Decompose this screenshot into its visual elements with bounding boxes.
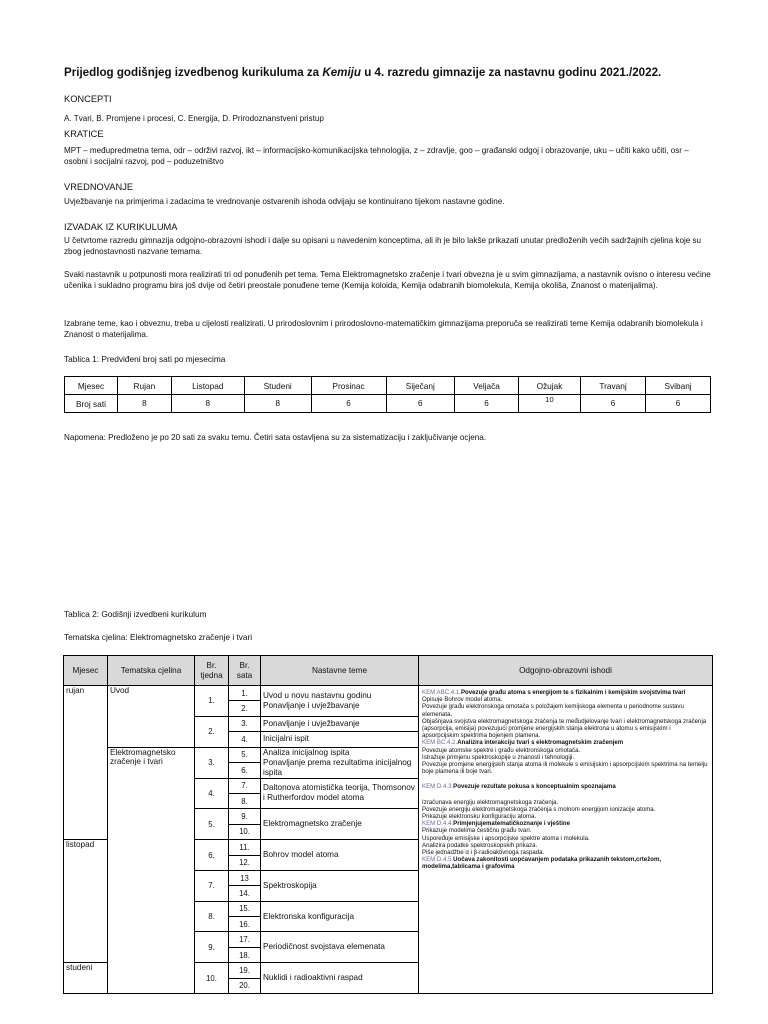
month-cell: listopad [64,840,108,963]
hour-cell: 9. [229,809,261,824]
outcome-line: Opisuje Bohrov model atoma. [422,696,503,704]
week-cell: 7. [195,870,229,901]
hour-cell: 7. [229,778,261,793]
title-text-end: u 4. razredu gimnazije za nastavnu godinu 2021./2022. [360,66,662,79]
table-header-cell: Svibanj [646,377,711,395]
topic-text: Uvod u novu nastavnu godinu [263,690,372,700]
topic-cell: Bohrov model atoma [261,840,419,871]
header-outcomes: Odgojno-obrazovni ishodi [419,656,713,686]
topic-cell: Elektromagnetsko zračenje [261,809,419,840]
hour-cell: 18. [229,947,261,962]
spacer [422,775,709,783]
outcome-heading [422,820,709,827]
week-cell: 10. [195,963,229,994]
outcome-code: KEM ABC.4.1. [422,689,461,696]
note-text: Napomena: Predloženo je po 20 sati za svaku temu. Četiri sata ostavljena su za sistematizaciju i zaključivanje ocjena. [64,433,486,442]
table1-caption: Tablica 1: Predviđeni broj sati po mjesecima [64,354,226,364]
outcome-line: Povezuje građu elektronskoga omotača s položajem kemijskoga elementa u periodnome sustavu elemenata. [422,703,684,718]
curriculum-table [63,655,713,994]
spacer [422,791,709,799]
document-title [64,66,724,79]
outcome-title: Analizira interakciju tvari s elektromagnetskim zračenjem [457,739,624,747]
table-header-cell: Listopad [171,377,244,395]
outcome-heading [422,783,709,790]
hour-cell: 12. [229,855,261,870]
table-header-cell: Studeni [244,377,311,395]
title-text-start: Prijedlog godišnjeg izvedbenog kurikuluma za [64,66,323,79]
outcome-title: Povezuje građu atoma s energijom te s fizikalnim i kemijskim svojstvima tvari [460,689,686,696]
week-cell: 8. [195,901,229,932]
table-header-cell: Ožujak [518,377,580,395]
table-header-cell: Mjesec [65,377,118,395]
table-header-cell: Rujan [118,377,172,395]
outcome-line: Analizira podatke spektroskopskih prikaza. [422,841,538,849]
hour-cell: 1. [229,686,261,701]
outcome-line: Objašnjava svojstva elektromagnetskoga zračenja te međudjelovanje tvari i elektromagnetskoga zračenja (apsorpcija, emisija) povezujući promjene energijskih stanja elektrona u atomu s emisijskim i apsorpcijskim spektrima bojenjem plamena. [422,717,707,740]
hour-cell: 2. [229,701,261,716]
month-cell: studeni [64,963,108,994]
table-header-cell: Veljača [455,377,519,395]
table2-subcaption: Tematska cjelina: Elektromagnetsko zračenje i tvari [64,632,253,642]
table-row-label: Broj sati [65,395,118,413]
outcome-line: Prikazuje elektronsku konfiguraciju atoma. [422,813,537,821]
outcome-line: Povezuje energiju elektromagnetskoga zračenja s molnom energijom ionizacije atoma. [422,805,656,813]
hour-cell: 10. [229,824,261,839]
header-month: Mjesec [64,656,108,686]
table-cell: 8 [118,395,172,413]
topic-text: Ponavljanje prema rezultatima inicijalnog ispita [263,757,412,777]
outcome-title: Primjenjujematematičkoznanje i vještine [453,820,570,828]
topic-cell: Elektronska konfiguracija [261,901,419,932]
outcome-line: Uspoređuje emisijske i apsorpcijske spektre atoma i molekula. [422,834,590,842]
topic-cell: Inicijalni ispit [261,732,419,747]
week-cell: 5. [195,809,229,840]
table-cell: 6 [386,395,455,413]
topic-cell: Ponavljanje i uvježbavanje [261,716,419,731]
hour-cell: 6. [229,763,261,779]
outcome-line: Piše jednadžbe α i β-radioaktivnoga raspada. [422,849,545,857]
table-row [65,377,711,395]
table-cell: 8 [244,395,311,413]
outcome-line: Prikazuje modelima čestičnu građu tvari. [422,827,532,835]
excerpt-paragraph-2: Svaki nastavnik u potpunosti mora realizirati tri od ponuđenih pet tema. Tema Elektromagnetsko zračenje i tvari obvezna je u svim gimnazijama, a nastavnik ovisno o interesu većine učenika i sukladno programu bira još dvije od četiri preostale ponuđene teme (Kemija koloida, Kemija odabranih biomolekula, Kemija okoliša, Znanost o materijalima). [64,270,711,290]
abbreviations-heading: KRATICE [64,129,104,139]
evaluation-text: Uvježbavanje na primjerima i zadacima te vrednovanje ostvarenih ishoda odvijaju se kontinuirano tijekom nastavne godine. [64,197,505,206]
outcome-code: KEM BC.4.2. [422,739,458,747]
outcomes-cell [419,686,713,994]
week-cell: 2. [195,716,229,747]
topic-cell [261,747,419,778]
hour-cell: 14. [229,886,261,901]
hour-cell: 3. [229,716,261,731]
unit-cell: Uvod [108,686,195,748]
excerpt-paragraph-1: U četvrtome razredu gimnazija odgojno-obrazovni ishodi i dalje su opisani u navedenim konceptima, ali ih je bilo lakše prikazati unutar predloženih većih sadržajnih cjelina koje su zbog jednostavnosti nazvane temama. [64,236,702,256]
hours-per-month-table [64,376,711,413]
hour-cell: 17. [229,932,261,947]
evaluation-heading: VREDNOVANJE [64,182,134,192]
week-cell: 4. [195,778,229,809]
outcome-line: Izračunava energiju elektromagnetskoga zračenja. [422,798,559,806]
outcome-code: KEM D.4.5. [422,856,454,864]
concepts-heading: KONCEPTI [64,94,112,104]
table-cell: 10 [518,395,580,413]
table-header-row [64,656,713,686]
table-header-cell: Prosinac [311,377,386,395]
table-row [64,686,713,701]
excerpt-paragraph-3: Izabrane teme, kao i obveznu, treba u cijelosti realizirati. U prirodoslovnim i prirodoslovno-matematičkim gimnazijama preporuča se realizirati teme Kemija odabranih biomolekula i Znanost o materijalima. [64,319,703,339]
topic-cell [261,686,419,717]
table-cell: 8 [171,395,244,413]
abbreviations-text: MPT – međupredmetna tema, odr – održivi razvoj, ikt – informacijsko-komunikacijska tehnologija, z – zdravlje, goo – građanski odgoj i obrazovanje, uku – učiti kako učiti, osr – osobni i socijalni razvoj, pod – poduzetništvo [64,146,689,166]
table-cell: 6 [646,395,711,413]
topic-cell: Nuklidi i radioaktivni raspad [261,963,419,994]
hour-cell: 11. [229,840,261,855]
topic-cell: Periodičnost svojstava elemenata [261,932,419,963]
table-header-cell: Travanj [581,377,646,395]
outcome-code: KEM D.4.4. [422,820,454,828]
unit-cell: Elektromagnetsko zračenje i tvari [108,747,195,993]
month-cell: rujan [64,686,108,840]
hour-cell: 15. [229,901,261,916]
hour-cell: 4. [229,732,261,747]
table2-caption: Tablica 2: Godišnji izvedbeni kurikulum [64,609,207,619]
outcome-line: Istražuje primjenu spektroskopije u znanosti i tehnologiji. [422,753,575,761]
table-cell: 6 [311,395,386,413]
week-cell: 3. [195,747,229,778]
concepts-text: A. Tvari, B. Promjene i procesi, C. Energija, D. Prirodoznanstveni pristup [64,114,324,123]
week-cell: 6. [195,840,229,871]
topic-text: Ponavljanje i uvježbavanje [263,700,360,710]
hour-cell: 20. [229,978,261,993]
title-subject: Kemiju [322,66,361,79]
hour-cell: 8. [229,793,261,808]
topic-text: Analiza inicijalnog ispita [263,747,350,757]
excerpt-heading: IZVADAK IZ KURIKULUMA [64,222,178,232]
outcome-code: KEM D.4.3. [422,783,454,791]
outcome-title: Uočava zakonitosti uopćavanjem podataka prikazanih tekstom,crtežom, modelima,tablicama i grafovima [422,856,662,871]
table-header-cell: Siječanj [386,377,455,395]
week-cell: 1. [195,686,229,717]
header-week: Br. tjedna [195,656,229,686]
outcome-line: Povezuje atomske spektre i građu elektronskoga omotača. [422,746,581,754]
outcome-heading [422,856,709,870]
week-cell: 9. [195,932,229,963]
topic-cell: Spektroskopija [261,870,419,901]
table-cell: 6 [455,395,519,413]
topic-cell: Daltonova atomistička teorija, Thomsonov i Rutherfordov model atoma [261,778,419,809]
outcome-title: Povezuje rezultate pokusa s konceptualnim spoznajama [453,783,616,791]
table-cell: 6 [581,395,646,413]
table-row [65,395,711,413]
header-hour: Br. sata [229,656,261,686]
outcome-heading [422,739,709,746]
header-unit: Tematska cjelina [108,656,195,686]
header-topics: Nastavne teme [261,656,419,686]
hour-cell: 5. [229,747,261,763]
hour-cell: 16. [229,917,261,932]
hour-cell: 13 [229,870,261,885]
outcome-heading [422,689,709,696]
outcome-line: Povezuje promjene energijskih stanja atoma ili molekule s emisijskim i apsorpcijskim spektrima na temelju boje plamena ili boje tvari. [422,761,708,776]
hour-cell: 19. [229,963,261,978]
